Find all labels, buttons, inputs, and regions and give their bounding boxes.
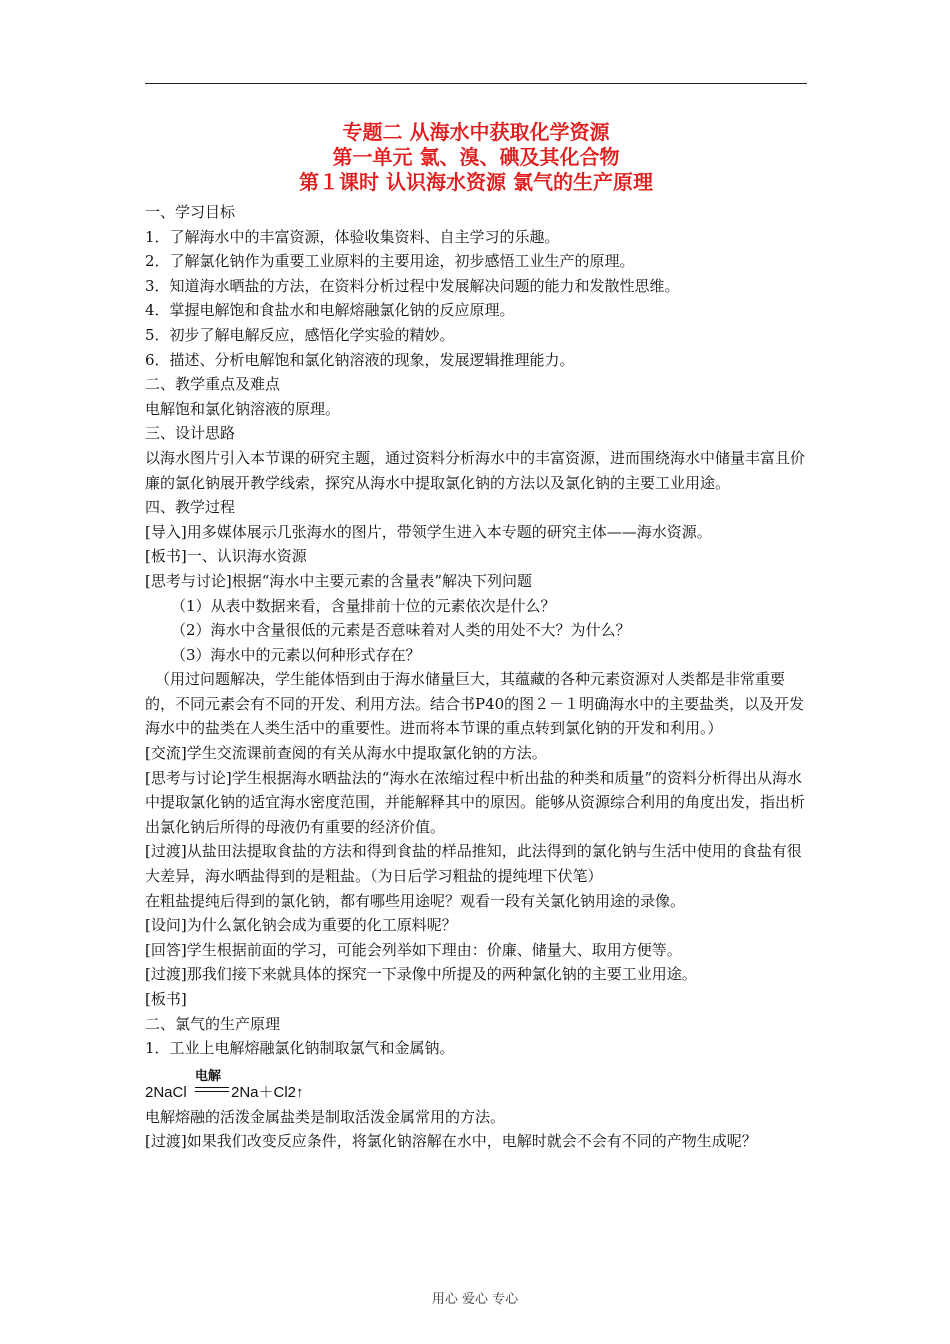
- objective-item: 2．了解氯化钠作为重要工业原料的主要用途，初步感悟工业生产的原理。: [145, 252, 635, 271]
- lesson-title: 第１课时 认识海水资源 氯气的生产原理: [299, 170, 653, 194]
- paragraph: 以海水图片引入本节课的研究主题，通过资料分析海水中的丰富资源，进而围绕海水中储量丰富且价廉的氯化钠展开教学线索，探究从海水中提取氯化钠的方法以及氯化钠的主要工业用途。: [145, 448, 806, 492]
- equation-reactants: 2NaCl: [145, 1083, 187, 1101]
- paragraph: [板书]一、认识海水资源: [145, 547, 307, 566]
- objective-item: 1．了解海水中的丰富资源，体验收集资料、自主学习的乐趣。: [145, 227, 560, 246]
- equation-products: 2Na＋Cl2↑: [231, 1083, 304, 1101]
- topic-title: 专题二 从海水中获取化学资源: [342, 120, 610, 144]
- paragraph: [思考与讨论]学生根据海水晒盐法的“海水在浓缩过程中析出盐的种类和质量”的资料分析得出从海水中提取氯化钠的适宜海水密度范围，并能解释其中的原因。能够从资源综合利用的角度出发，指出析出氯化钠后所得的母液仍有重要的经济价值。: [145, 768, 806, 836]
- document-body: [145, 200, 810, 1154]
- paragraph: [板书]: [145, 990, 187, 1008]
- paragraph: [过渡]那我们接下来就具体的探究一下录像中所提及的两种氯化钠的主要工业用途。: [145, 965, 697, 984]
- question-item: （3）海水中的元素以何种形式存在？: [171, 645, 421, 664]
- equation-condition: 电解: [195, 1068, 222, 1084]
- title-block: [145, 120, 807, 195]
- paragraph: [导入]用多媒体展示几张海水的图片，带领学生进入本专题的研究主体——海水资源。: [145, 522, 712, 541]
- paragraph: （用过问题解决，学生能体悟到由于海水储量巨大，其蕴藏的各种元素资源对人类都是非常重要的，不同元素会有不同的开发、利用方法。结合书P40的图２－１明确海水中的主要盐类，以及开发海水中的盐类在人类生活中的重要性。进而将本节课的重点转到氯化钠的开发和利用。）: [145, 670, 805, 738]
- section-heading: 三、设计思路: [145, 424, 236, 443]
- chemical-equation: [145, 1065, 810, 1105]
- section-heading: 一、学习目标: [145, 203, 236, 221]
- header-rule: [145, 83, 807, 84]
- paragraph: [思考与讨论]根据“海水中主要元素的含量表”解决下列问题: [145, 571, 533, 590]
- objective-item: 4．掌握电解饱和食盐水和电解熔融氯化钠的反应原理。: [145, 301, 515, 320]
- paragraph: 在粗盐提纯后得到的氯化钠，都有哪些用途呢？观看一段有关氯化钠用途的录像。: [145, 891, 686, 910]
- paragraph: [过渡]从盐田法提取食盐的方法和得到食盐的样品推知，此法得到的氯化钠与生活中使用的食盐有很大差异，海水晒盐得到的是粗盐。（为日后学习粗盐的提纯埋下伏笔）: [145, 842, 802, 886]
- equation-double-bar: [195, 1087, 229, 1092]
- paragraph: [设问]为什么氯化钠会成为重要的化工原料呢？: [145, 916, 457, 935]
- unit-title: 第一单元 氯、溴、碘及其化合物: [332, 145, 620, 169]
- paragraph: [回答]学生根据前面的学习，可能会列举如下理由：价廉、储量大、取用方便等。: [145, 940, 682, 959]
- objective-item: 6．描述、分析电解饱和氯化钠溶液的现象，发展逻辑推理能力。: [145, 350, 575, 369]
- paragraph: [过渡]如果我们改变反应条件，将氯化钠溶解在水中，电解时就会不会有不同的产物生成呢？: [145, 1132, 757, 1151]
- page-footer: 用心 爱心 专心: [431, 1292, 519, 1307]
- paragraph: 电解熔融的活泼金属盐类是制取活泼金属常用的方法。: [145, 1107, 506, 1126]
- question-item: （1）从表中数据来看，含量排前十位的元素依次是什么？: [171, 596, 556, 615]
- objective-item: 3．知道海水晒盐的方法，在资料分析过程中发展解决问题的能力和发散性思维。: [145, 276, 680, 295]
- paragraph: 电解饱和氯化钠溶液的原理。: [145, 399, 341, 418]
- paragraph: 1．工业上电解熔融氯化钠制取氯气和金属钠。: [145, 1039, 455, 1058]
- section-heading: 二、氯气的生产原理: [145, 1014, 281, 1033]
- section-heading: 四、教学过程: [145, 498, 236, 517]
- section-heading: 二、教学重点及难点: [145, 375, 281, 394]
- question-item: （2）海水中含量很低的元素是否意味着对人类的用处不大？为什么？: [171, 621, 631, 640]
- objective-item: 5．初步了解电解反应，感悟化学实验的精妙。: [145, 325, 455, 344]
- paragraph: [交流]学生交流课前查阅的有关从海水中提取氯化钠的方法。: [145, 744, 547, 763]
